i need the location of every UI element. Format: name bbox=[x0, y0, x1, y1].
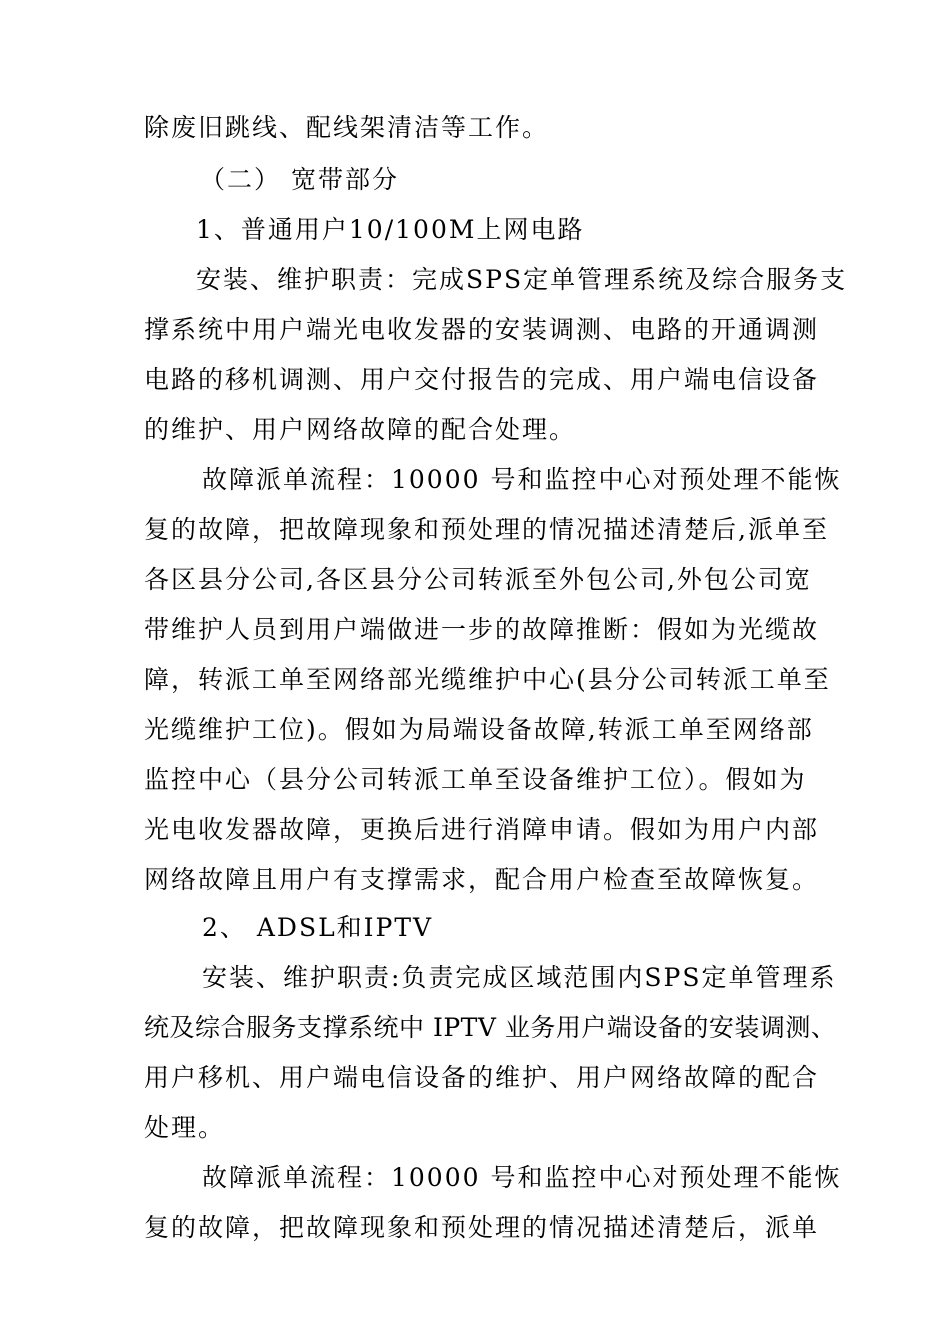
paragraph-line: 光电收发器故障，更换后进行消障申请。假如为用户内部 bbox=[144, 815, 820, 844]
paragraph-line: 故障派单流程：10000 号和监控中心对预处理不能恢 bbox=[202, 465, 842, 494]
subsection-heading: 1、普通用户10/100M上网电路 bbox=[196, 215, 585, 244]
subsection-heading: 2、 ADSL和IPTV bbox=[202, 913, 434, 942]
paragraph-line: 用户移机、用户端电信设备的维护、用户网络故障的配合 bbox=[144, 1063, 820, 1092]
paragraph-line: 电路的移机调测、用户交付报告的完成、用户端电信设备 bbox=[144, 365, 820, 394]
paragraph-line: 故障派单流程：10000 号和监控中心对预处理不能恢 bbox=[202, 1163, 842, 1192]
paragraph-line: 带维护人员到用户端做进一步的故障推断：假如为光缆故 bbox=[144, 615, 820, 644]
paragraph-line: 障，转派工单至网络部光缆维护中心(县分公司转派工单至 bbox=[144, 665, 831, 694]
paragraph-line: 监控中心（县分公司转派工单至设备维护工位）。假如为 bbox=[144, 765, 807, 794]
paragraph-line: 各区县分公司,各区县分公司转派至外包公司,外包公司宽 bbox=[144, 565, 812, 594]
paragraph-line: 安装、维护职责：完成SPS定单管理系统及综合服务支 bbox=[196, 265, 848, 294]
paragraph-line: 撑系统中用户端光电收发器的安装调测、电路的开通调测 bbox=[144, 315, 820, 344]
paragraph-line: 处理。 bbox=[144, 1113, 226, 1142]
paragraph-line: 统及综合服务支撑系统中 IPTV 业务用户端设备的安装调测、 bbox=[144, 1013, 837, 1042]
paragraph-line: 复的故障，把故障现象和预处理的情况描述清楚后,派单至 bbox=[144, 515, 829, 544]
paragraph-line: 光缆维护工位)。假如为局端设备故障,转派工单至网络部 bbox=[144, 715, 814, 744]
section-heading: （二） 宽带部分 bbox=[200, 165, 399, 194]
paragraph-line: 复的故障，把故障现象和预处理的情况描述清楚后，派单 bbox=[144, 1213, 820, 1242]
paragraph-line: 除废旧跳线、配线架清洁等工作。 bbox=[144, 113, 550, 142]
paragraph-line: 安装、维护职责:负责完成区域范围内SPS定单管理系 bbox=[202, 963, 837, 992]
paragraph-line: 的维护、用户网络故障的配合处理。 bbox=[144, 415, 577, 444]
paragraph-line: 网络故障且用户有支撑需求，配合用户检查至故障恢复。 bbox=[144, 865, 820, 894]
